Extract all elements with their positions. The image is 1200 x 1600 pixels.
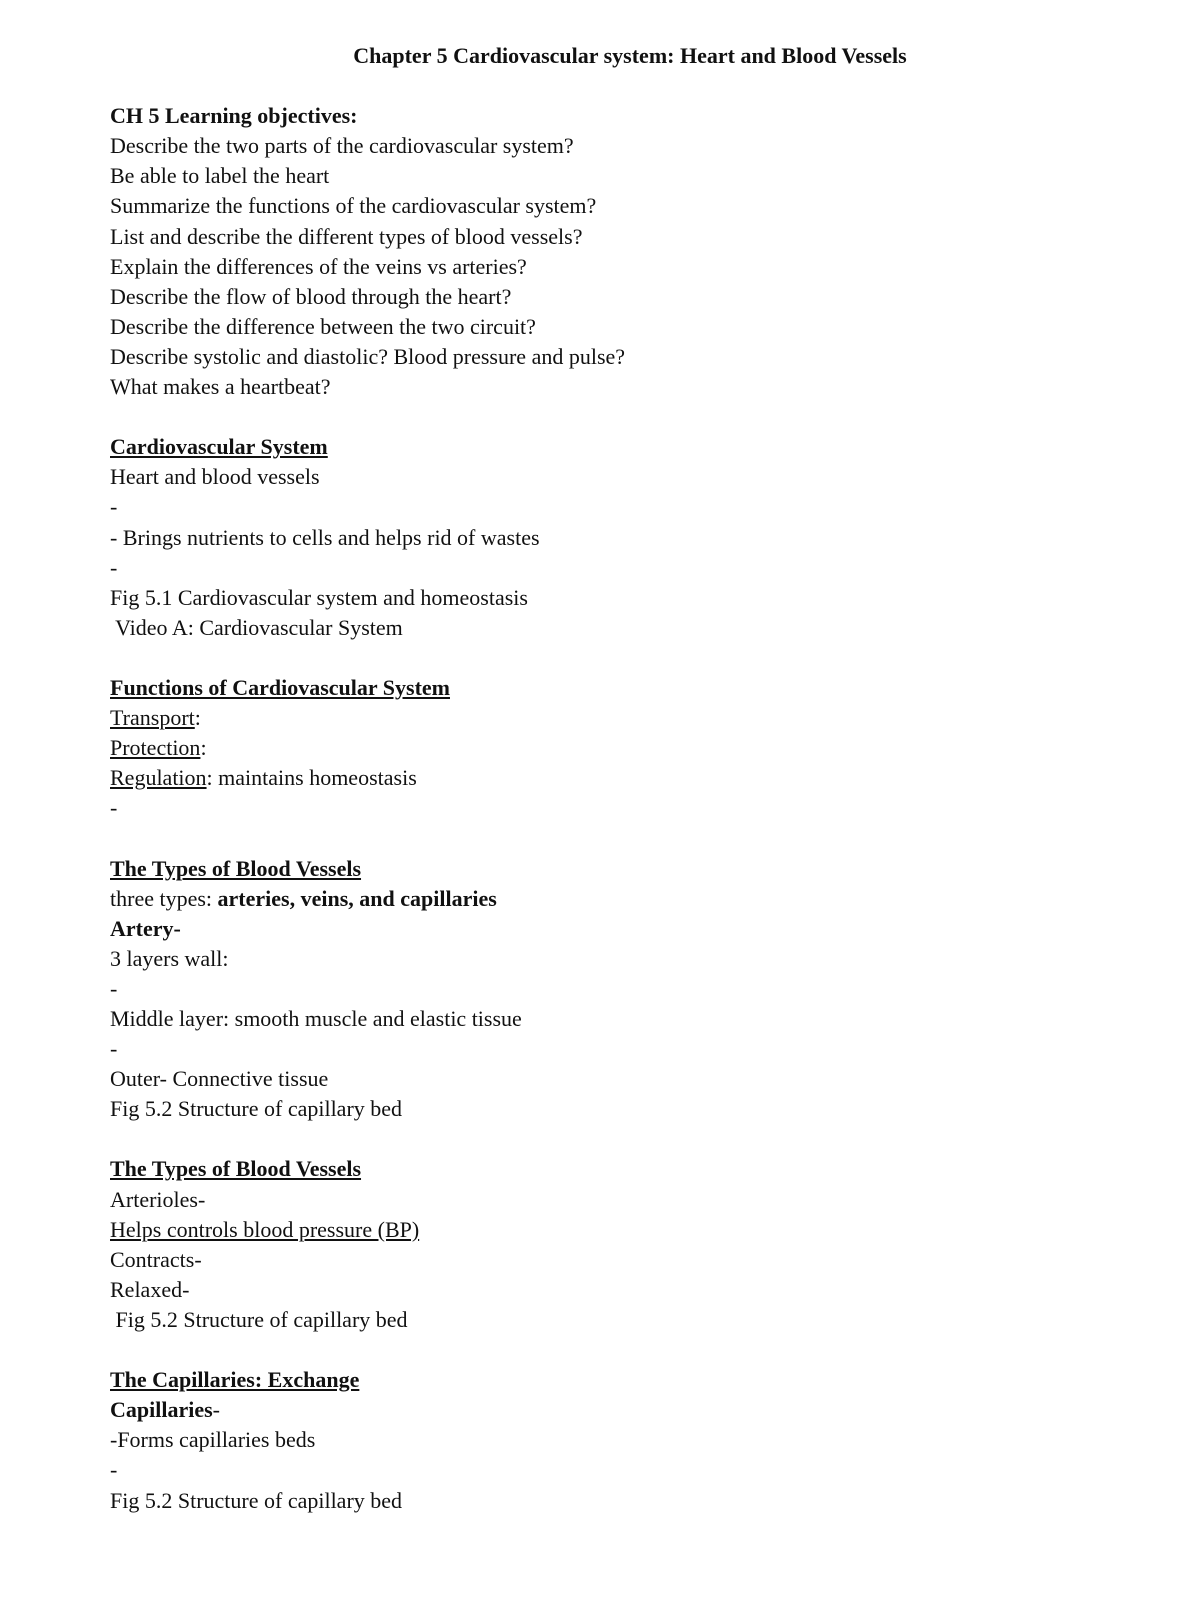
objective-item: Be able to label the heart (110, 163, 330, 189)
capillaries-term: Capillaries (110, 1397, 213, 1423)
section-heading-vessel-types: The Types of Blood Vessels (110, 855, 362, 881)
text-line: Contracts- (110, 1246, 202, 1272)
bp-text: Helps controls blood pressure (BP) (110, 1216, 420, 1242)
objective-item: Summarize the functions of the cardiovascular system? (110, 193, 597, 219)
objective-item: Explain the differences of the veins vs arteries? (110, 253, 527, 279)
text-line: Heart and blood vessels (110, 464, 320, 490)
text-line: - (110, 975, 118, 1001)
text-line: Outer- Connective tissue (110, 1066, 329, 1092)
text-line: - (110, 795, 118, 821)
objective-item: List and describe the different types of blood vessels? (110, 223, 583, 249)
text-line: three types: (110, 885, 218, 911)
dash: - (212, 1397, 220, 1423)
text-line: Middle layer: smooth muscle and elastic tissue (110, 1006, 522, 1031)
text-line: - (110, 494, 118, 520)
figure-reference: Fig 5.2 Structure of capillary bed (110, 1096, 403, 1122)
text-line: Relaxed- (110, 1276, 190, 1302)
text-line: - (110, 1036, 118, 1062)
figure-reference: Fig 5.1 Cardiovascular system and homeostasis (110, 584, 528, 610)
video-reference: Video A: Cardiovascular System (110, 614, 403, 640)
section-heading-cardiovascular: Cardiovascular System (110, 434, 328, 460)
objective-item: Describe the two parts of the cardiovascular system? (110, 133, 574, 159)
text-line: - Brings nutrients to cells and helps rid of wastes (110, 524, 540, 550)
figure-reference: Fig 5.2 Structure of capillary bed (110, 1487, 403, 1513)
colon: : (200, 735, 207, 761)
function-regulation: Regulation (110, 765, 207, 791)
objectives-heading: CH 5 Learning objectives: (110, 103, 358, 129)
text-line: 3 layers wall: (110, 945, 229, 971)
section-heading-functions: Functions of Cardiovascular System (110, 674, 450, 700)
objective-item: Describe the flow of blood through the heart? (110, 283, 512, 309)
section-heading-vessel-types-2: The Types of Blood Vessels (110, 1156, 362, 1182)
document-page (110, 41, 1110, 1516)
function-transport: Transport (110, 705, 195, 731)
text-line: - (110, 1457, 118, 1483)
figure-reference: Fig 5.2 Structure of capillary bed (110, 1306, 408, 1332)
objective-item: Describe the difference between the two circuit? (110, 313, 536, 339)
function-protection: Protection (110, 735, 201, 761)
regulation-text: : maintains homeostasis (206, 765, 417, 791)
artery-term: Artery- (110, 915, 181, 941)
objective-item: Describe systolic and diastolic? Blood pressure and pulse? (110, 343, 626, 369)
objective-item: What makes a heartbeat? (110, 374, 331, 400)
text-line: Arterioles- (110, 1186, 206, 1212)
text-line: -Forms capillaries beds (110, 1427, 316, 1453)
colon: : (194, 705, 201, 731)
document-title: Chapter 5 Cardiovascular system: Heart and Blood Vessels (353, 43, 907, 68)
section-heading-capillaries: The Capillaries: Exchange (110, 1367, 360, 1393)
text-line: - (110, 554, 118, 580)
vessel-types-list: arteries, veins, and capillaries (217, 885, 497, 911)
